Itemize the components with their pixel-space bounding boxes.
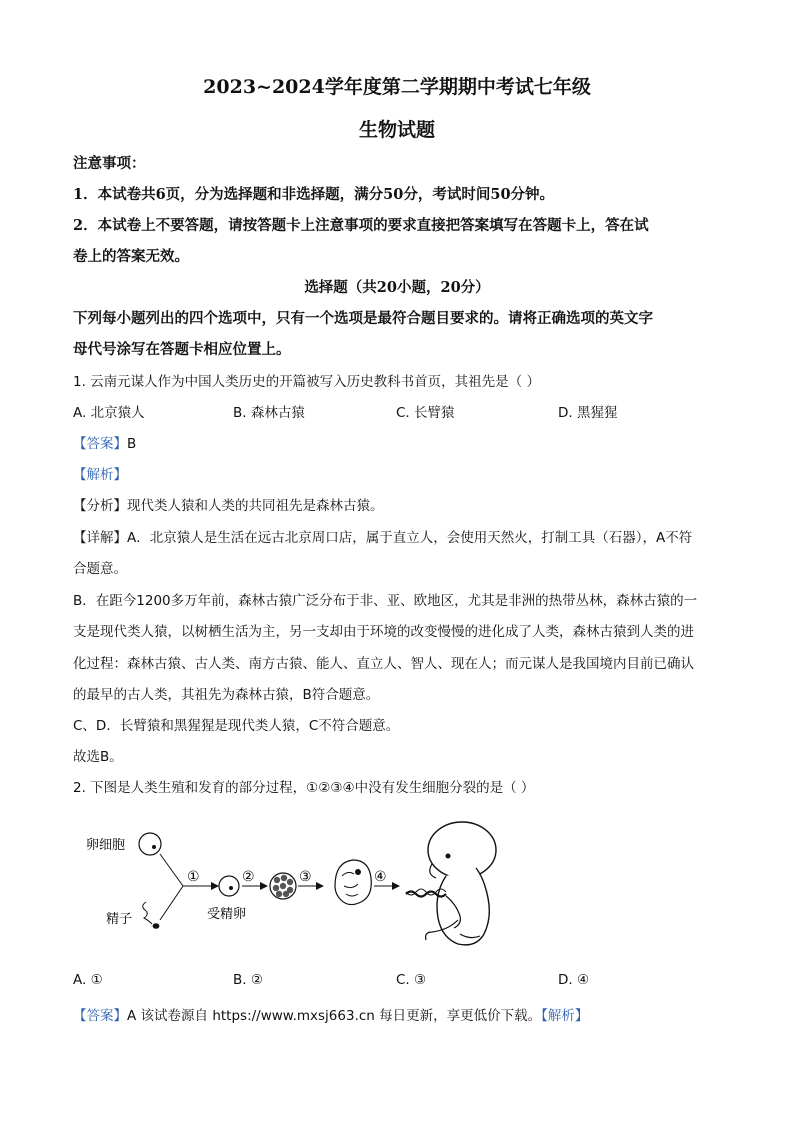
q2-option-c: C. ③ — [396, 972, 427, 988]
q1-option-d: D. 黑猩猩 — [558, 405, 618, 421]
q1-b-explain-1: B．在距今1200多万年前，森林古猿广泛分布于非、亚、欧地区，尤其是非洲的热带丛林，森林古猿的一 — [73, 593, 698, 609]
subject-title: 生物试题 — [358, 119, 435, 141]
fenxi-tag: 【分析】 — [73, 498, 127, 514]
fetus — [406, 822, 496, 945]
note-item-2-cont: 卷上的答案无效。 — [73, 248, 189, 265]
zygote-label: 受精卵 — [207, 907, 247, 922]
q1-option-c: C. 长臂猿 — [396, 405, 455, 421]
q1-b-explain-3: 化过程：森林古猿、古人类、南方古猿、能人、直立人、智人、现在人；而元谋人是我国境内目前已确认 — [73, 656, 694, 672]
q2-option-a: A. ① — [73, 972, 103, 988]
q1-fenxi — [73, 494, 384, 514]
embryo — [335, 860, 371, 905]
answer-tag: 【答案】 — [73, 1008, 127, 1024]
cell-mass — [270, 873, 296, 899]
q2-option-d: D. ④ — [558, 972, 590, 988]
section-instructions: 下列每小题列出的四个选项中，只有一个选项是最符合题目要求的。请将正确选项的英文字 — [73, 310, 653, 327]
q2-answer — [73, 1004, 588, 1024]
q1-conclusion: 故选B。 — [73, 749, 123, 765]
sperm-icon — [143, 902, 152, 924]
sperm-label: 精子 — [106, 912, 133, 927]
notes-heading: 注意事项： — [73, 155, 146, 172]
reproduction-diagram — [80, 812, 520, 962]
q1-stem: 1. 云南元谋人作为中国人类历史的开篇被写入历史教科书首页，其祖先是（ ） — [73, 374, 540, 390]
fenxi-text: 现代类人猿和人类的共同祖先是森林古猿。 — [127, 498, 384, 514]
q1-xiangjie — [73, 526, 692, 546]
q2-stem: 2. 下图是人类生殖和发育的部分过程，①②③④中没有发生细胞分裂的是（ ） — [73, 780, 535, 796]
xiangjie-tag: 【详解】 — [73, 530, 127, 546]
q1-option-b: B. 森林古猿 — [233, 405, 305, 421]
q1-analysis-tag: 【解析】 — [73, 467, 127, 483]
q1-b-explain-4: 的最早的古人类，其祖先为森林古猿，B符合题意。 — [73, 687, 380, 703]
egg-cell — [139, 833, 161, 855]
analysis-tag: 【解析】 — [541, 1008, 589, 1024]
egg-cell-label: 卵细胞 — [86, 838, 126, 853]
q1-b-explain-2: 支是现代类人猿，以树栖生活为主，另一支却由于环境的改变慢慢的进化成了人类，森林古猿到人类的进 — [73, 624, 694, 640]
section-title: 选择题（共20小题，20分） — [304, 279, 490, 296]
q2-option-b: B. ② — [233, 972, 263, 988]
q1-answer — [73, 432, 136, 452]
section-instructions-cont: 母代号涂写在答题卡相应位置上。 — [73, 341, 291, 358]
step-4-label: ④ — [374, 869, 387, 885]
answer-tag: 【答案】 — [73, 436, 127, 452]
xiangjie-text: A．北京猿人是生活在远古北京周口店，属于直立人，会使用天然火，打制工具（石器），A不符 — [127, 530, 693, 546]
note-item-1: 1．本试卷共6页，分为选择题和非选择题，满分50分，考试时间50分钟。 — [73, 186, 555, 203]
answer-value: B — [127, 436, 137, 452]
q1-option-a: A. 北京猿人 — [73, 405, 145, 421]
q1-xiangjie-cont: 合题意。 — [73, 561, 127, 577]
step-1-label: ① — [187, 869, 200, 885]
q1-cd-explain: C、D．长臂猿和黑猩猩是现代类人猿，C不符合题意。 — [73, 718, 400, 734]
note-item-2: 2．本试卷上不要答题，请按答题卡上注意事项的要求直接把答案填写在答题卡上，答在试 — [73, 217, 649, 234]
zygote — [219, 876, 239, 896]
exam-title: 2023~2024学年度第二学期期中考试七年级 — [203, 76, 591, 98]
answer-text: A 该试卷源自 https://www.mxsj663.cn 每日更新，享更低价下载。 — [127, 1008, 542, 1024]
step-3-label: ③ — [299, 869, 312, 885]
step-2-label: ② — [242, 869, 255, 885]
